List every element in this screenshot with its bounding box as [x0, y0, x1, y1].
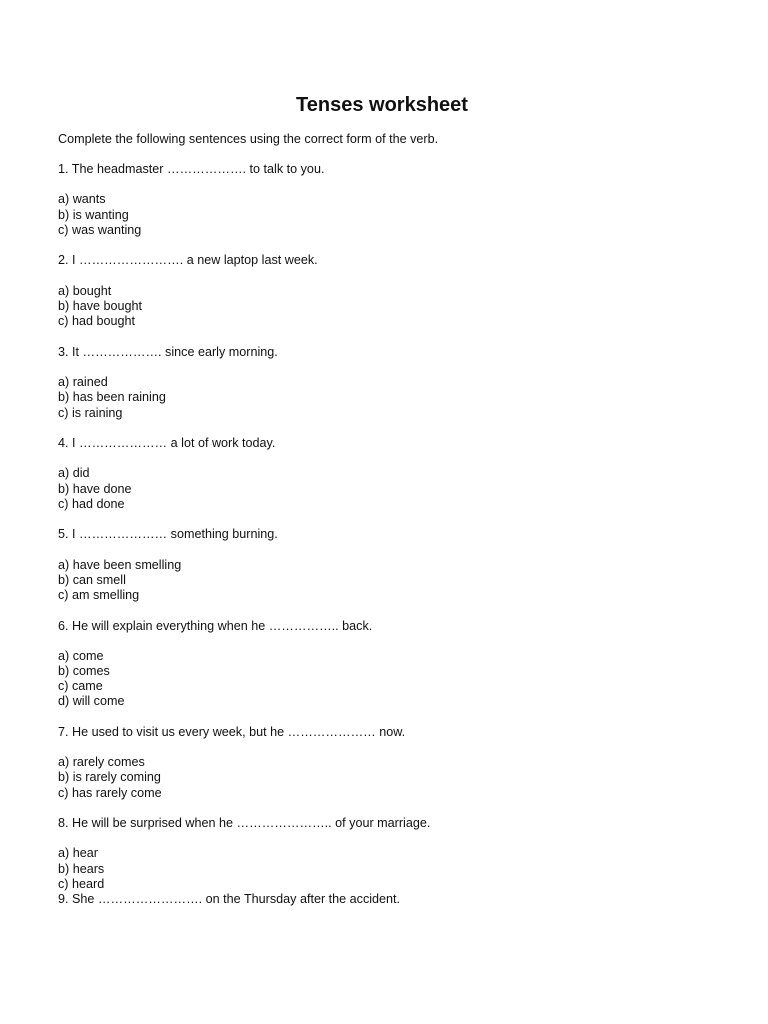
question-2-option-c: c) had bought — [58, 314, 136, 328]
question-6-option-a: a) come — [58, 649, 104, 663]
instructions-text: Complete the following sentences using the correct form of the verb. — [58, 132, 439, 146]
question-3-prompt: 3. It ………………. since early morning. — [58, 345, 278, 359]
question-6-option-d: d) will come — [58, 694, 125, 708]
question-4-prompt: 4. I ………………… a lot of work today. — [58, 436, 276, 450]
question-6-option-b: b) comes — [58, 664, 110, 678]
question-5-option-a: a) have been smelling — [58, 558, 182, 572]
question-8-option-b: b) hears — [58, 862, 105, 876]
question-1-option-b: b) is wanting — [58, 208, 129, 222]
question-7-option-b: b) is rarely coming — [58, 770, 161, 784]
page-title: Tenses worksheet — [296, 94, 468, 116]
question-3-option-a: a) rained — [58, 375, 108, 389]
question-7-option-a: a) rarely comes — [58, 755, 145, 769]
question-3-option-c: c) is raining — [58, 406, 123, 420]
question-5-option-c: c) am smelling — [58, 588, 140, 602]
question-4-option-c: c) had done — [58, 497, 125, 511]
question-6-option-c: c) came — [58, 679, 103, 693]
question-8-prompt: 8. He will be surprised when he ………………….. of your marriage. — [58, 816, 431, 830]
question-5-prompt: 5. I ………………… something burning. — [58, 527, 278, 541]
question-1-prompt: 1. The headmaster ………………. to talk to you. — [58, 162, 325, 176]
question-2-prompt: 2. I ……………………. a new laptop last week. — [58, 253, 318, 267]
question-8-option-a: a) hear — [58, 846, 98, 860]
question-1-option-a: a) wants — [58, 192, 106, 206]
question-7-prompt: 7. He used to visit us every week, but he ………………… now. — [58, 725, 406, 739]
question-5-option-b: b) can smell — [58, 573, 126, 587]
question-7-option-c: c) has rarely come — [58, 786, 162, 800]
question-3-option-b: b) has been raining — [58, 390, 166, 404]
question-2-option-b: b) have bought — [58, 299, 143, 313]
question-1-option-c: c) was wanting — [58, 223, 142, 237]
question-4-option-b: b) have done — [58, 482, 132, 496]
question-8-option-c: c) heard — [58, 877, 105, 891]
question-4-option-a: a) did — [58, 466, 90, 480]
question-6-prompt: 6. He will explain everything when he …………….. back. — [58, 619, 373, 633]
question-9-prompt: 9. She ……………………. on the Thursday after the accident. — [58, 892, 401, 906]
question-2-option-a: a) bought — [58, 284, 112, 298]
